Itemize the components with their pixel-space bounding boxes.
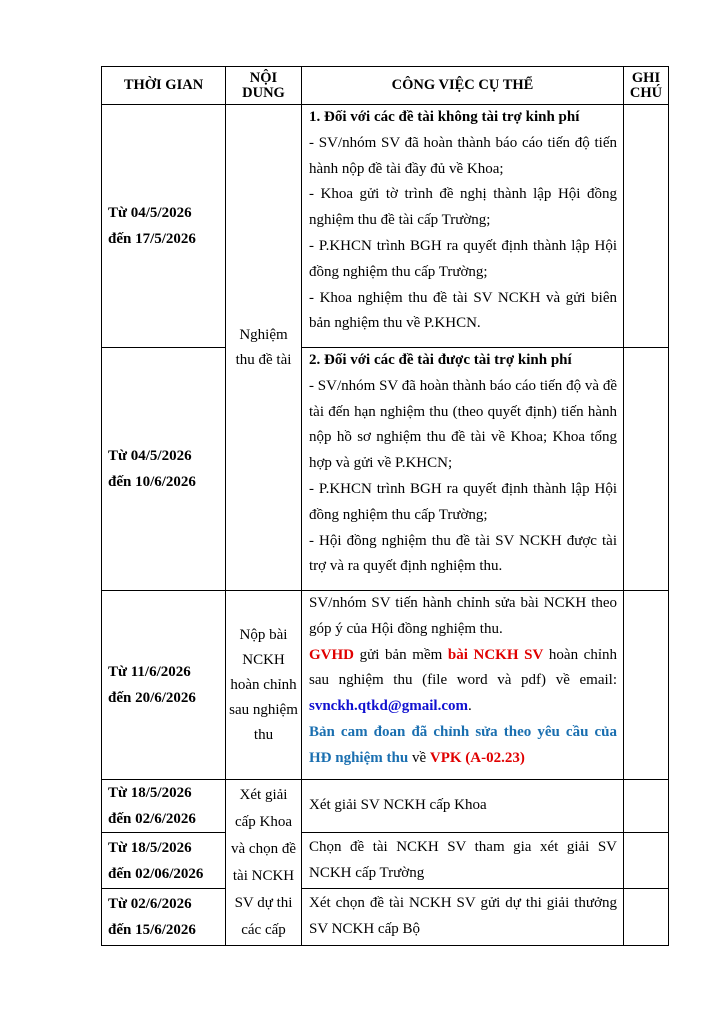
time-to: đến 02/06/2026 [108, 865, 204, 882]
task-line: - SV/nhóm SV đã hoàn thành báo cáo tiến độ tiến hành nộp đề tài đầy đủ về Khoa; [309, 134, 617, 177]
vpk-label: VPK (A-02.23) [429, 749, 525, 766]
task-cell [302, 591, 624, 780]
task-line: - P.KHCN trình BGH ra quyết định thành lập Hội đồng nghiệm thu cấp Trường; [309, 480, 617, 523]
time-cell [102, 348, 226, 591]
content-text: Nộp bài NCKH hoàn chỉnh sau nghiệm thu [229, 626, 298, 743]
content-text: Nghiệm thu đề tài [235, 326, 292, 368]
task-line: SV/nhóm SV tiến hành chỉnh sửa bài NCKH theo góp ý của Hội đồng nghiệm thu. [309, 595, 617, 637]
header-time: THỜI GIAN [102, 67, 226, 105]
header-content: NỘI DUNG [226, 67, 302, 105]
task-line: - SV/nhóm SV đã hoàn thành báo cáo tiến độ và đề tài đến hạn nghiệm thu (theo quyết định) tiến hành nộp hồ sơ nghiệm thu đề tài về Khoa; Khoa tổng hợp và gửi về P.KHCN; [309, 377, 617, 472]
task-line: Chọn đề tài NCKH SV tham gia xét giải SV NCKH cấp Trường [309, 838, 617, 881]
task-cell [302, 348, 624, 591]
time-from: Từ 04/5/2026 [108, 205, 192, 221]
time-cell [102, 780, 226, 833]
note-cell [624, 591, 669, 780]
time-to: đến 20/6/2026 [108, 690, 196, 706]
period: . [467, 698, 472, 715]
time-from: Từ 11/6/2026 [108, 664, 191, 680]
time-from: Từ 02/6/2026 [108, 896, 192, 912]
task-cell [302, 105, 624, 348]
time-cell [102, 591, 226, 780]
commit-to: về [408, 749, 430, 766]
time-from: Từ 04/5/2026 [108, 448, 192, 464]
task-line: - Hội đồng nghiệm thu đề tài SV NCKH được tài trợ và ra quyết định nghiệm thu. [309, 532, 617, 575]
commit-text: Bản cam đoan đã chỉnh sửa theo yêu cầu của HĐ nghiệm thu [309, 723, 617, 766]
note-cell [624, 889, 669, 946]
note-cell [624, 105, 669, 348]
gvhd-label: GVHD [309, 646, 354, 663]
content-cell-awards [226, 780, 302, 946]
time-to: đến 15/6/2026 [108, 922, 196, 938]
table-header-row [102, 67, 669, 105]
header-task: CÔNG VIỆC CỤ THỂ [302, 67, 624, 105]
task-line: - P.KHCN trình BGH ra quyết định thành lập Hội đồng nghiệm thu cấp Trường; [309, 237, 617, 280]
content-cell-submit [226, 591, 302, 780]
task-line: Xét chọn đề tài NCKH SV gửi dự thi giải thưởng SV NCKH cấp Bộ [309, 895, 617, 937]
time-cell [102, 105, 226, 348]
time-to: đến 02/6/2026 [108, 811, 196, 827]
schedule-table [101, 66, 669, 946]
time-cell [102, 833, 226, 889]
table-row [102, 833, 669, 889]
bai-label: bài NCKH SV [447, 646, 544, 663]
time-cell [102, 889, 226, 946]
email-link[interactable]: svnckh.qtkd@gmail.com [309, 698, 468, 715]
content-cell-acceptance [226, 105, 302, 591]
table-row [102, 889, 669, 946]
task-heading: 1. Đối với các đề tài không tài trợ kinh phí [309, 109, 580, 125]
task-cell [302, 889, 624, 946]
time-to: đến 17/5/2026 [108, 231, 196, 247]
task-line: - Khoa nghiệm thu đề tài SV NCKH và gửi biên bản nghiệm thu về P.KHCN. [309, 289, 617, 332]
task-cell [302, 833, 624, 889]
task-line-email [309, 643, 617, 720]
table-row [102, 105, 669, 348]
note-cell [624, 780, 669, 833]
time-from: Từ 18/5/2026 [108, 785, 192, 801]
task-line: - Khoa gửi tờ trình đề nghị thành lập Hội đồng nghiệm thu đề tài cấp Trường; [309, 186, 617, 229]
task-heading: 2. Đối với các đề tài được tài trợ kinh phí [309, 352, 572, 368]
time-to: đến 10/6/2026 [108, 474, 196, 490]
task-cell [302, 780, 624, 833]
after-bai-text: hoàn chỉnh sau nghiệm thu (file word và pdf) về email: [309, 646, 617, 689]
task-line-commit [309, 720, 617, 772]
note-cell [624, 833, 669, 889]
task-line: Xét giải SV NCKH cấp Khoa [309, 797, 487, 814]
header-note: GHI CHÚ [624, 67, 669, 105]
gvhd-text: gửi bản mềm [354, 646, 448, 663]
table-row [102, 591, 669, 780]
content-text: Xét giải cấp Khoa và chọn đề tài NCKH SV dự thi các cấp [231, 786, 296, 938]
table-row [102, 348, 669, 591]
note-cell [624, 348, 669, 591]
time-from: Từ 18/5/2026 [108, 839, 192, 856]
table-row [102, 780, 669, 833]
